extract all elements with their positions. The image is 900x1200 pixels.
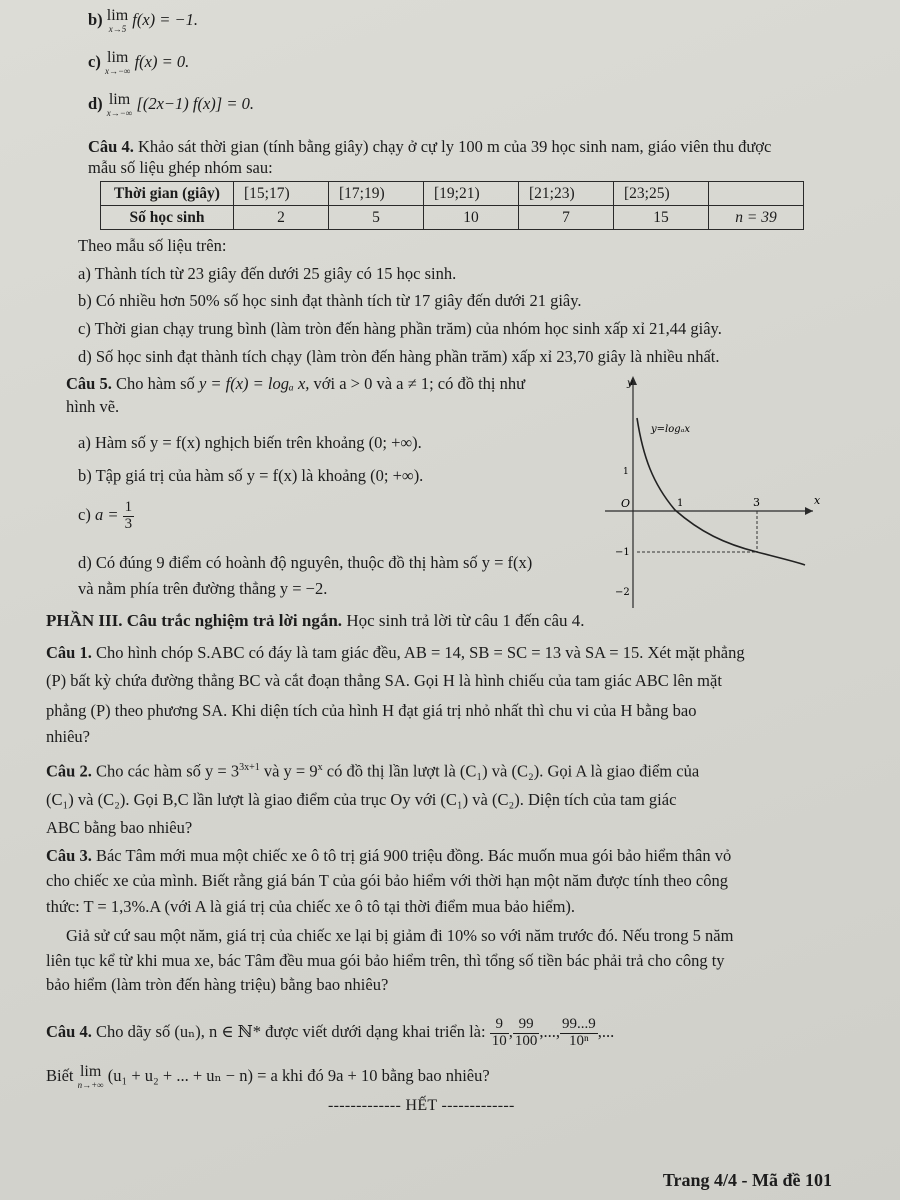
option-label: c) (88, 51, 101, 71)
limit-subscript: x→−∞ (106, 108, 133, 118)
cau4-option-d: d) Số học sinh đạt thành tích chạy (làm tròn đến hàng phần trăm) xấp xỉ 23,70 giây là nhiều nhất. (78, 347, 720, 366)
table-cell: [21;23) (519, 182, 614, 206)
exponent: 3x+1 (239, 762, 260, 773)
graph-svg (585, 372, 830, 608)
prev-option-c (88, 50, 189, 76)
question-text: Cho hình chóp S.ABC có đáy là tam giác đều, AB = 14, SB = SC = 13 và SA = 15. Xét mặt phẳng (95, 643, 745, 662)
numerator: 99 (513, 1017, 540, 1034)
question-number: Câu 5. (66, 374, 112, 393)
separator: , (539, 1022, 544, 1041)
cau5-option-d-line1: d) Có đúng 9 điểm có hoành độ nguyên, thuộc đồ thị hàm số y = f(x) (78, 553, 533, 572)
table-cell-empty (709, 182, 804, 206)
q2-line1 (46, 757, 699, 783)
cau5-text-line1 (66, 373, 525, 395)
limit-subscript: x→5 (108, 24, 127, 34)
q3-line5: liên tục kể từ khi mua xe, bác Tâm đều mua gói bảo hiểm trên, thì tổng số tiền bác phải trả cho công ty (46, 951, 725, 970)
question-text: Biết (46, 1065, 74, 1085)
numerator: 99...9 (561, 1015, 596, 1032)
question-text: có đồ thị lần lượt là (C₁) và (C₂). Gọi A là giao điểm của (322, 761, 700, 781)
fraction (513, 1017, 540, 1050)
q1-line1 (46, 642, 745, 664)
grouped-data-table (100, 181, 804, 230)
q1-line4: nhiêu? (46, 727, 90, 746)
question-number: Câu 3. (46, 846, 92, 865)
numerator: 9 (490, 1017, 509, 1034)
limit-subscript: x→−∞ (104, 66, 131, 76)
limit-symbol: lim x→−∞ (106, 91, 133, 118)
cau4-option-b: b) Có nhiều hơn 50% số học sinh đạt thành tích từ 17 giây đến dưới 21 giây. (78, 291, 582, 310)
numerator: 1 (124, 499, 133, 515)
x-tick-3: 3 (753, 496, 760, 509)
q3-line3: thức: T = 1,3%.A (với A là giá trị của chiếc xe ô tô tại thời điểm mua bảo hiểm). (46, 897, 576, 916)
cau5-option-c (78, 500, 134, 533)
q3-line4: Giả sử cứ sau một năm, giá trị của chiếc xe lại bị giảm đi 10% so với năm trước đó. Nếu trong 5 năm (66, 926, 734, 945)
table-cell: 2 (234, 206, 329, 230)
denominator: 10 (491, 1032, 507, 1049)
cau4-text-line2: mẫu số liệu ghép nhóm sau: (88, 158, 273, 177)
option-expression: [(2x−1) f(x)] = 0. (136, 93, 254, 113)
x-axis-label: x (814, 494, 821, 507)
fraction (560, 1017, 598, 1050)
table-header-time: Thời gian (giây) (101, 182, 234, 206)
x-tick-1: 1 (677, 498, 684, 509)
table-header-count: Số học sinh (101, 206, 234, 230)
curve-label: y=logₐx (651, 424, 691, 435)
log-function-graph (585, 372, 830, 608)
ellipsis: ..., (543, 1022, 560, 1041)
option-label: d) (88, 93, 103, 113)
q1-line3: phẳng (P) theo phương SA. Khi diện tích của hình H đạt giá trị nhỏ nhất thì chu vi của H bằng bao (46, 701, 697, 720)
page-footer: Trang 4/4 - Mã đề 101 (662, 1170, 832, 1190)
limit-subscript: n→+∞ (77, 1080, 104, 1090)
fraction (123, 500, 135, 533)
limit-symbol: lim x→−∞ (104, 49, 131, 76)
question-number: Câu 4. (46, 1022, 92, 1041)
origin-label: O (621, 497, 631, 510)
question-text: Cho các hàm số y = 3 (95, 761, 240, 781)
question-text: Khảo sát thời gian (tính bằng giây) chạy ở cự ly 100 m của 39 học sinh nam, giáo viên thu được (137, 137, 772, 156)
q4-line2 (46, 1064, 490, 1090)
y-axis-label: y (627, 378, 633, 389)
y-tick-1: 1 (623, 467, 629, 477)
limit-symbol: lim n→+∞ (77, 1063, 104, 1090)
denominator: 10ⁿ (568, 1032, 589, 1049)
table-cell-total: n = 39 (709, 206, 804, 230)
option-label: c) (78, 505, 91, 525)
table-cell: 15 (614, 206, 709, 230)
q1-line2: (P) bất kỳ chứa đường thẳng BC và cắt đoạn thẳng SA. Gọi H là hình chiếu của tam giác ABC lên mặt (46, 671, 722, 690)
y-tick-minus1: −1 (615, 547, 630, 558)
table-cell: [15;17) (234, 182, 329, 206)
prev-option-b (88, 8, 198, 34)
table-cell: [17;19) (329, 182, 424, 206)
q3-line1 (46, 845, 731, 867)
table-cell: [23;25) (614, 182, 709, 206)
q3-line2: cho chiếc xe của mình. Biết rằng giá bán T của gói bảo hiểm với thời hạn một năm được tính theo công (46, 871, 728, 890)
q2-line2: (C₁) và (C₂). Gọi B,C lần lượt là giao điểm của trục Oy với (C₁) và (C₂). Diện tích của tam giác (46, 790, 677, 809)
cau4-option-c: c) Thời gian chạy trung bình (làm tròn đến hàng phần trăm) của nhóm học sinh xấp xỉ 21,44 giây. (78, 319, 722, 338)
question-number: Câu 4. (88, 137, 134, 156)
ellipsis: ,... (597, 1022, 615, 1041)
cau4-option-a: a) Thành tích từ 23 giây đến dưới 25 giây có 15 học sinh. (78, 264, 457, 283)
table-row-time (101, 182, 804, 206)
section-instructions: Học sinh trả lời từ câu 1 đến câu 4. (342, 611, 585, 630)
separator: , (508, 1022, 513, 1041)
formula: a = (94, 505, 119, 525)
table-row-count (101, 206, 804, 230)
denominator: 3 (124, 515, 133, 532)
q3-line6: bảo hiểm (làm tròn đến hàng triệu) bằng bao nhiêu? (46, 975, 389, 994)
formula: y = f(x) = logₐ x, (198, 374, 310, 393)
table-cell: 7 (519, 206, 614, 230)
cau5-option-b: b) Tập giá trị của hàm số y = f(x) là khoảng (0; +∞). (78, 466, 424, 485)
denominator: 100 (514, 1032, 538, 1049)
q4-line1 (46, 1012, 614, 1052)
table-cell: 10 (424, 206, 519, 230)
table-cell: 5 (329, 206, 424, 230)
cau4-intro: Theo mẫu số liệu trên: (78, 236, 227, 255)
option-label: b) (88, 9, 103, 29)
question-number: Câu 2. (46, 761, 92, 781)
end-marker: ------------- HẾT ------------- (328, 1097, 515, 1114)
question-text: và y = 9 (259, 761, 318, 781)
option-expression: f(x) = −1. (132, 9, 199, 29)
fraction (490, 1017, 509, 1050)
cau5-text-line2: hình vẽ. (66, 397, 120, 416)
table-cell: [19;21) (424, 182, 519, 206)
part3-heading (46, 610, 585, 632)
question-text: Bác Tâm mới mua một chiếc xe ô tô trị giá 900 triệu đồng. Bác muốn mua gói bảo hiểm thân vỏ (95, 846, 732, 865)
cau5-option-a: a) Hàm số y = f(x) nghịch biến trên khoảng (0; +∞). (78, 433, 422, 452)
exponent: x (317, 762, 323, 773)
q2-line3: ABC bằng bao nhiêu? (46, 818, 193, 837)
option-expression: f(x) = 0. (134, 51, 190, 71)
question-text: với a > 0 và a ≠ 1; có đồ thị như (309, 374, 526, 393)
y-tick-minus2: −2 (615, 587, 630, 598)
prev-option-d (88, 92, 254, 118)
question-number: Câu 1. (46, 643, 92, 662)
section-title: PHẦN III. Câu trắc nghiệm trả lời ngắn. (46, 611, 343, 630)
question-text: Cho dãy số (uₙ), n ∈ ℕ* được viết dưới dạng khai triển là: (95, 1022, 486, 1041)
cau5-option-d-line2: và nằm phía trên đường thẳng y = −2. (78, 579, 328, 598)
question-text: (u₁ + u₂ + ... + uₙ − n) = a khi đó 9a + 10 bằng bao nhiêu? (107, 1065, 490, 1085)
cau4-text-line1 (88, 136, 771, 158)
question-text: Cho hàm số (115, 374, 199, 393)
limit-symbol: lim x→5 (106, 7, 129, 34)
